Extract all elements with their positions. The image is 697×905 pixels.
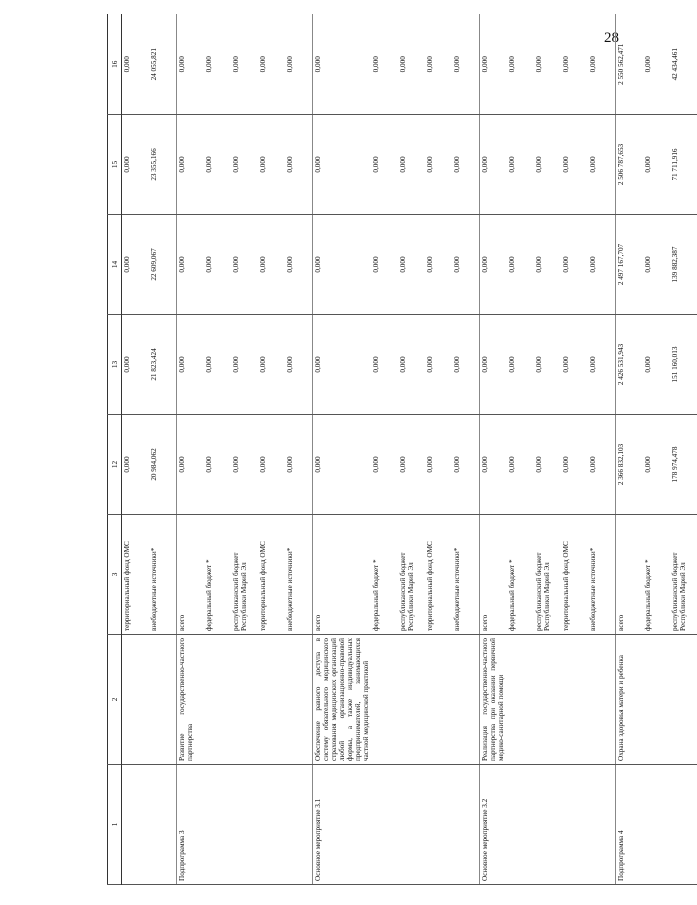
page-number: 28 (604, 30, 619, 46)
value-cell: 0,000 (371, 15, 398, 115)
col-header: 15 (108, 115, 122, 215)
value-cell: 0,000 (177, 215, 205, 315)
source-cell: республиканский бюджет Республики Марий Эл (231, 515, 258, 635)
table-row (122, 15, 150, 885)
table-row (149, 15, 177, 885)
source-cell: территориальный фонд ОМС (122, 515, 150, 635)
value-cell: 0,000 (313, 315, 372, 415)
col-header: 2 (108, 635, 122, 765)
program-cell: Подпрограмма 3 (177, 765, 205, 885)
value-cell: 0,000 (371, 215, 398, 315)
value-cell: 0,000 (258, 315, 285, 415)
source-cell: внебюджетные источники* (149, 515, 177, 635)
title-cell (425, 635, 452, 765)
value-cell: 0,000 (452, 15, 480, 115)
value-cell: 2 426 531,943 (616, 315, 644, 415)
value-cell: 2 506 787,653 (616, 115, 644, 215)
value-cell: 0,000 (588, 15, 616, 115)
source-cell: внебюджетные источники* (285, 515, 313, 635)
col-header: 16 (108, 15, 122, 115)
program-cell (371, 765, 398, 885)
value-cell: 0,000 (231, 215, 258, 315)
value-cell: 0,000 (507, 115, 534, 215)
table-row (507, 15, 534, 885)
source-cell: республиканский бюджет Республики Марий Эл (534, 515, 561, 635)
source-cell: всего (177, 515, 205, 635)
value-cell: 0,000 (204, 15, 231, 115)
header-row (108, 15, 122, 885)
title-cell (258, 635, 285, 765)
value-cell: 0,000 (534, 115, 561, 215)
value-cell: 0,000 (122, 315, 150, 415)
value-cell: 0,000 (177, 115, 205, 215)
table-body (122, 15, 697, 885)
program-cell (149, 765, 177, 885)
title-cell (285, 635, 313, 765)
source-cell: внебюджетные источники* (588, 515, 616, 635)
value-cell: 0,000 (122, 15, 150, 115)
col-header: 14 (108, 215, 122, 315)
value-cell: 0,000 (425, 15, 452, 115)
value-cell: 0,000 (177, 15, 205, 115)
value-cell: 0,000 (177, 315, 205, 415)
value-cell: 0,000 (313, 215, 372, 315)
value-cell: 0,000 (425, 415, 452, 515)
value-cell: 0,000 (122, 215, 150, 315)
title-cell (204, 635, 231, 765)
col-header: 13 (108, 315, 122, 415)
value-cell: 0,000 (643, 115, 670, 215)
value-cell: 0,000 (643, 15, 670, 115)
value-cell: 0,000 (285, 215, 313, 315)
value-cell: 0,000 (480, 215, 508, 315)
program-cell (507, 765, 534, 885)
value-cell: 0,000 (231, 115, 258, 215)
table-row (452, 15, 480, 885)
table-row (425, 15, 452, 885)
financing-table (107, 15, 697, 886)
value-cell: 0,000 (534, 415, 561, 515)
value-cell: 0,000 (313, 415, 372, 515)
table-row (177, 15, 205, 885)
col-header: 12 (108, 415, 122, 515)
title-cell (122, 635, 150, 765)
value-cell: 0,000 (507, 315, 534, 415)
value-cell: 0,000 (507, 415, 534, 515)
value-cell: 0,000 (231, 15, 258, 115)
value-cell: 20 984,062 (149, 415, 177, 515)
value-cell: 0,000 (507, 215, 534, 315)
value-cell: 0,000 (204, 215, 231, 315)
value-cell: 0,000 (258, 215, 285, 315)
title-cell (398, 635, 425, 765)
value-cell: 0,000 (425, 315, 452, 415)
value-cell: 0,000 (285, 415, 313, 515)
value-cell: 0,000 (452, 415, 480, 515)
value-cell: 0,000 (588, 115, 616, 215)
value-cell: 0,000 (122, 115, 150, 215)
title-cell (149, 635, 177, 765)
source-cell: территориальный фонд ОМС (258, 515, 285, 635)
value-cell: 0,000 (480, 315, 508, 415)
table-row (398, 15, 425, 885)
value-cell: 0,000 (285, 115, 313, 215)
table-row (258, 15, 285, 885)
program-cell (258, 765, 285, 885)
value-cell: 0,000 (204, 315, 231, 415)
value-cell: 0,000 (534, 215, 561, 315)
program-cell (204, 765, 231, 885)
value-cell: 0,000 (398, 115, 425, 215)
program-cell (452, 765, 480, 885)
program-cell (398, 765, 425, 885)
program-cell (534, 765, 561, 885)
table-row (480, 15, 508, 885)
title-cell (507, 635, 534, 765)
value-cell: 0,000 (588, 315, 616, 415)
value-cell: 0,000 (534, 315, 561, 415)
title-cell: Охрана здоровья матери и ребенка (616, 635, 644, 765)
title-cell (452, 635, 480, 765)
value-cell: 0,000 (258, 415, 285, 515)
value-cell: 0,000 (231, 415, 258, 515)
value-cell: 0,000 (398, 415, 425, 515)
source-cell: федеральный бюджет * (507, 515, 534, 635)
table-row (231, 15, 258, 885)
value-cell: 0,000 (588, 415, 616, 515)
program-cell (231, 765, 258, 885)
value-cell: 0,000 (258, 115, 285, 215)
title-cell (534, 635, 561, 765)
value-cell: 0,000 (561, 215, 588, 315)
value-cell: 0,000 (452, 315, 480, 415)
title-cell: Реализация государственно-частного партнерства при оказании первичной медико-санитарной помощи (480, 635, 508, 765)
program-cell (285, 765, 313, 885)
value-cell: 0,000 (204, 415, 231, 515)
value-cell: 2 550 562,471 (616, 15, 644, 115)
value-cell: 71 711,916 (670, 115, 697, 215)
source-cell: территориальный фонд ОМС (561, 515, 588, 635)
table-row (204, 15, 231, 885)
program-cell (425, 765, 452, 885)
table-row (561, 15, 588, 885)
value-cell: 0,000 (122, 415, 150, 515)
table-row (313, 15, 372, 885)
value-cell: 0,000 (588, 215, 616, 315)
value-cell: 0,000 (398, 315, 425, 415)
source-cell: федеральный бюджет * (371, 515, 398, 635)
value-cell: 0,000 (561, 415, 588, 515)
source-cell: всего (616, 515, 644, 635)
value-cell: 0,000 (425, 215, 452, 315)
source-cell: всего (480, 515, 508, 635)
program-cell (561, 765, 588, 885)
value-cell: 0,000 (231, 315, 258, 415)
col-header: 1 (108, 765, 122, 885)
value-cell: 0,000 (452, 115, 480, 215)
source-cell: федеральный бюджет * (204, 515, 231, 635)
value-cell: 22 609,067 (149, 215, 177, 315)
value-cell: 2 497 167,707 (616, 215, 644, 315)
value-cell: 24 055,821 (149, 15, 177, 115)
table-row (643, 15, 670, 885)
value-cell: 0,000 (643, 415, 670, 515)
value-cell: 0,000 (285, 15, 313, 115)
title-cell: Развитие государственно-частного партнерства (177, 635, 205, 765)
title-cell (588, 635, 616, 765)
value-cell: 0,000 (561, 115, 588, 215)
value-cell: 0,000 (398, 215, 425, 315)
value-cell: 0,000 (177, 415, 205, 515)
source-cell: всего (313, 515, 372, 635)
value-cell: 0,000 (204, 115, 231, 215)
value-cell: 0,000 (425, 115, 452, 215)
value-cell: 0,000 (371, 415, 398, 515)
table-row (285, 15, 313, 885)
value-cell: 0,000 (643, 215, 670, 315)
value-cell: 42 434,461 (670, 15, 697, 115)
title-cell (643, 635, 670, 765)
table-row (371, 15, 398, 885)
program-cell (588, 765, 616, 885)
table-row (616, 15, 644, 885)
program-cell: Основное мероприятие 3.1 (313, 765, 372, 885)
source-cell: республиканский бюджет Республики Марий Эл (670, 515, 697, 635)
source-cell: территориальный фонд ОМС (425, 515, 452, 635)
value-cell: 2 366 832,103 (616, 415, 644, 515)
program-cell: Основное мероприятие 3.2 (480, 765, 508, 885)
value-cell: 0,000 (313, 15, 372, 115)
source-cell: внебюджетные источники* (452, 515, 480, 635)
title-cell (231, 635, 258, 765)
title-cell: Обеспечение равного доступа в систему обязательного медицинского страхования медицинских организаций любой организационно-правовой формы, а также индивидуальных предпринимателей, занимающихся частной медицинской практикой (313, 635, 372, 765)
source-cell: республиканский бюджет Республики Марий Эл (398, 515, 425, 635)
value-cell: 0,000 (534, 15, 561, 115)
value-cell: 0,000 (398, 15, 425, 115)
value-cell: 151 160,013 (670, 315, 697, 415)
title-cell (561, 635, 588, 765)
value-cell: 0,000 (313, 115, 372, 215)
table-row (534, 15, 561, 885)
program-cell (643, 765, 670, 885)
value-cell: 21 823,424 (149, 315, 177, 415)
value-cell: 178 974,478 (670, 415, 697, 515)
value-cell: 0,000 (643, 315, 670, 415)
value-cell: 0,000 (285, 315, 313, 415)
value-cell: 0,000 (452, 215, 480, 315)
value-cell: 0,000 (371, 315, 398, 415)
title-cell (371, 635, 398, 765)
value-cell: 0,000 (480, 415, 508, 515)
table-row (588, 15, 616, 885)
program-cell (122, 765, 150, 885)
value-cell: 0,000 (480, 15, 508, 115)
value-cell: 0,000 (561, 15, 588, 115)
value-cell: 0,000 (507, 15, 534, 115)
table-row (670, 15, 697, 885)
value-cell: 0,000 (258, 15, 285, 115)
rotated-page (107, 15, 687, 885)
col-header: 3 (108, 515, 122, 635)
value-cell: 0,000 (480, 115, 508, 215)
value-cell: 0,000 (561, 315, 588, 415)
source-cell: федеральный бюджет * (643, 515, 670, 635)
title-cell (670, 635, 697, 765)
program-cell (670, 765, 697, 885)
value-cell: 23 355,166 (149, 115, 177, 215)
program-cell: Подпрограмма 4 (616, 765, 644, 885)
value-cell: 0,000 (371, 115, 398, 215)
value-cell: 139 882,387 (670, 215, 697, 315)
